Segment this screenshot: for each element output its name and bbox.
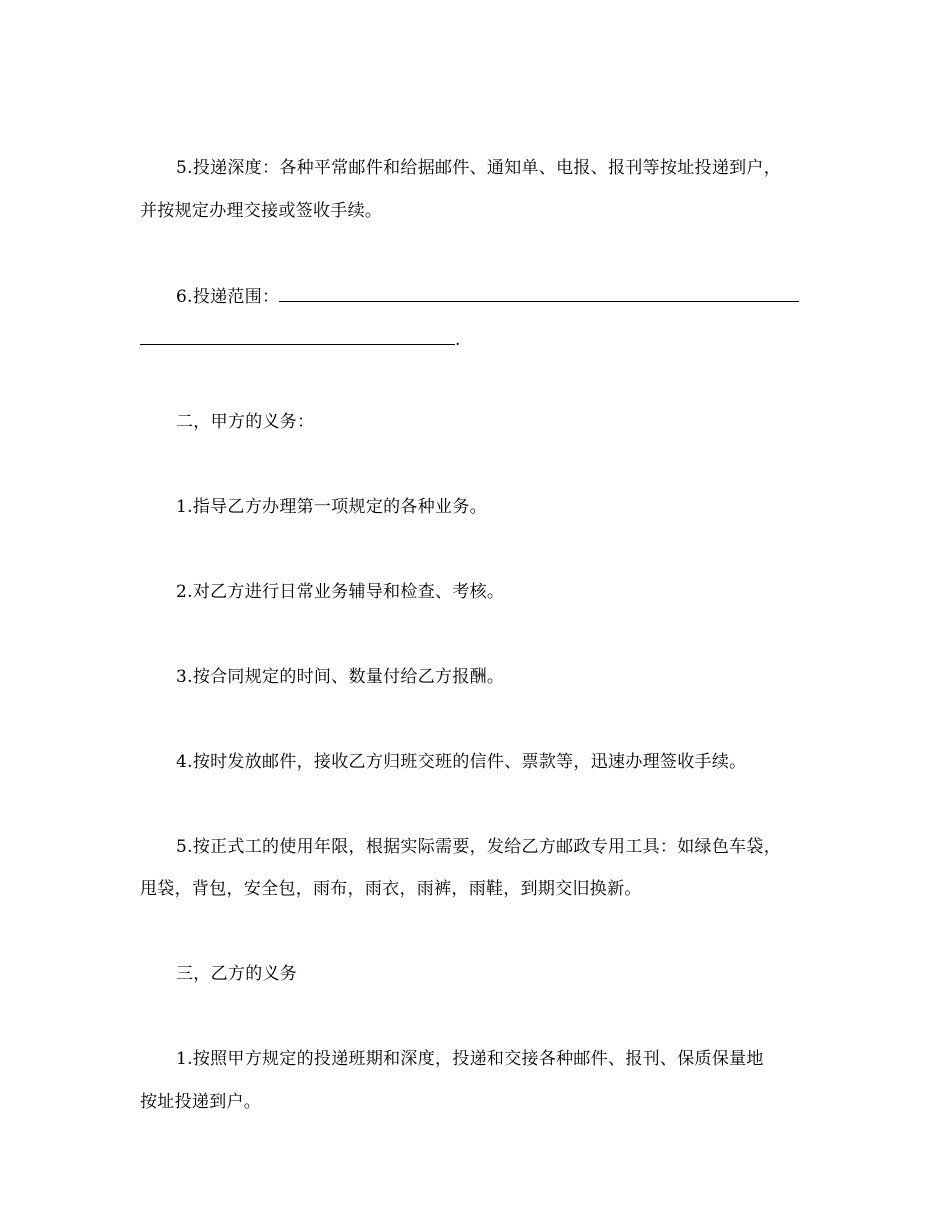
party-a-item-2: 2.对乙方进行日常业务辅导和检查、考核。	[176, 582, 505, 602]
party-a-item-1: 1.指导乙方办理第一项规定的各种业务。	[176, 497, 487, 517]
paragraph-delivery-depth-line-2: 并按规定办理交接或签收手续。	[140, 201, 383, 221]
heading-party-b-obligations: 三，乙方的义务	[176, 964, 298, 984]
party-a-item-3: 3.按合同规定的时间、数量付给乙方报酬。	[176, 667, 505, 687]
party-a-item-5-line-1: 5.按正式工的使用年限，根据实际需要，发给乙方邮政专用工具：如绿色车袋，	[176, 837, 782, 857]
party-b-item-1-line-2: 按址投递到户。	[140, 1092, 262, 1112]
delivery-scope-blank-1	[279, 285, 799, 302]
delivery-scope-label: 6.投递范围：	[176, 287, 280, 307]
party-a-item-4: 4.按时发放邮件，接收乙方归班交班的信件、票款等，迅速办理签收手续。	[176, 752, 747, 772]
party-b-item-1-line-1: 1.按照甲方规定的投递班期和深度，投递和交接各种邮件、报刊、保质保量地	[176, 1049, 764, 1069]
paragraph-delivery-scope-line-1	[176, 285, 799, 308]
paragraph-delivery-depth-line-1: 5.投递深度：各种平常邮件和给据邮件、通知单、电报、报刊等按址投递到户，	[176, 158, 782, 178]
delivery-scope-blank-2	[140, 328, 455, 345]
delivery-scope-end-mark: .	[455, 330, 461, 350]
heading-party-a-obligations: 二，甲方的义务：	[176, 412, 315, 432]
party-a-item-5-line-2: 甩袋，背包，安全包，雨布，雨衣，雨裤，雨鞋，到期交旧换新。	[140, 879, 642, 899]
paragraph-delivery-scope-line-2	[140, 328, 461, 351]
